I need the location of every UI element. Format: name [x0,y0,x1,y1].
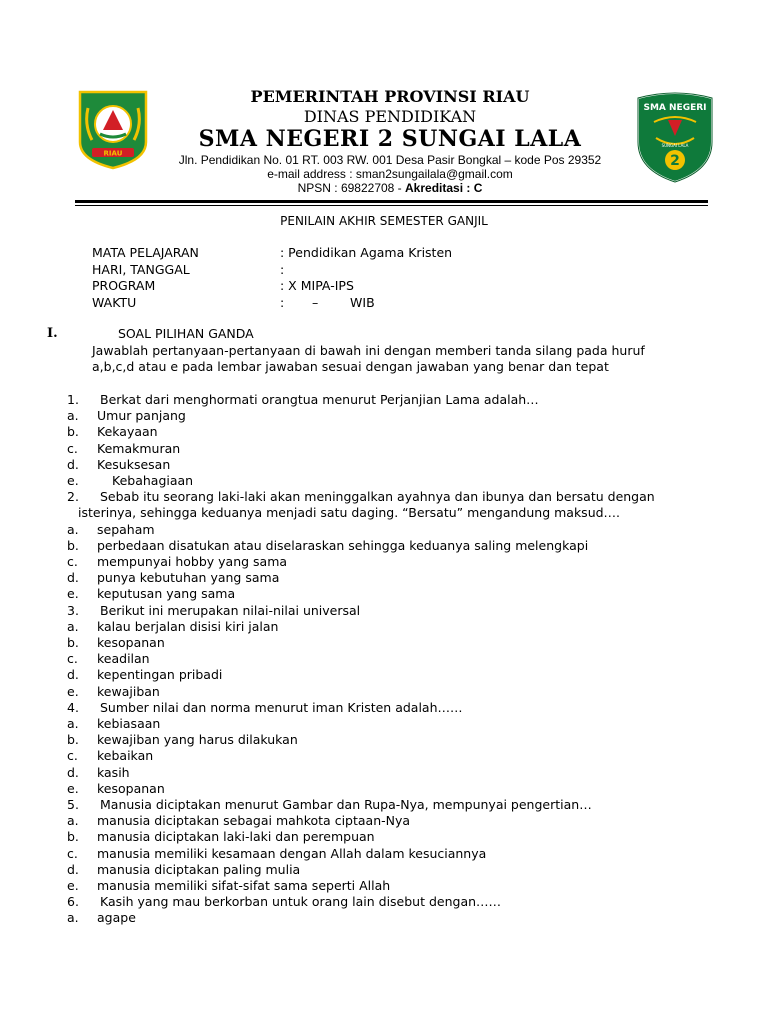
option-text: Umur panjang [97,408,186,424]
meta-label: PROGRAM [92,278,156,293]
riau-emblem-label: RIAU [103,149,123,158]
option-letter: a. [67,408,79,424]
meta-label: WAKTU [92,295,137,310]
header-email: e-mail address : sman2sungailala@gmail.com [267,167,513,181]
option-letter: e. [67,780,79,796]
option-letter: e. [67,683,79,699]
question-text: Berikut ini merupakan nilai-nilai universal [100,602,361,618]
question-number: 2. [67,489,79,505]
question-text: Kasih yang mau berkorban untuk orang lain disebut dengan…… [100,894,502,910]
header-divider-thick [75,200,708,203]
question-text: Sumber nilai dan norma menurut iman Kristen adalah…… [100,699,463,715]
meta-value: : Pendidikan Agama Kristen [280,245,453,260]
option-text: manusia memiliki kesamaan dengan Allah dalam kesuciannya [97,845,487,861]
option-text: kepentingan pribadi [97,667,223,683]
option-letter: c. [67,554,78,569]
question-number: 3. [67,602,79,618]
question-number: 1. [67,392,79,407]
meta-value: : – WIB [280,295,375,310]
option-text: kesopanan [97,635,165,650]
header-npsn: NPSN : 69822708 - [297,181,406,195]
option-text: Kesuksesan [97,456,171,472]
question-number: 5. [67,797,79,812]
option-letter: c. [67,748,78,764]
riau-emblem-icon [78,90,148,170]
option-letter: b. [67,537,79,553]
question-number: 6. [67,894,79,910]
option-letter: c. [67,440,78,456]
question-text-continued: isterinya, sehingga keduanya menjadi satu daging. “Bersatu” mengandung maksud…. [78,505,621,521]
shield-number: 2 [670,153,680,169]
meta-label: MATA PELAJARAN [92,245,199,260]
option-letter: e. [67,878,79,893]
header-government: PEMERINTAH PROVINSI RIAU [250,87,530,106]
option-letter: b. [67,635,79,650]
option-text: kebiasaan [97,716,161,731]
option-text: keputusan yang sama [97,586,236,602]
header-school-name: SMA NEGERI 2 SUNGAI LALA [198,126,582,152]
option-text: manusia diciptakan laki-laki dan perempuan [97,829,375,845]
section-title: SOAL PILIHAN GANDA [118,326,254,341]
option-letter: a. [67,716,79,731]
option-letter: d. [67,764,79,780]
header-accreditation: Akreditasi : C [405,181,483,195]
option-letter: b. [67,424,79,440]
option-letter: b. [67,732,79,748]
option-letter: a. [67,618,79,634]
option-text: keadilan [97,651,150,667]
option-text: Kebahagiaan [112,473,194,488]
option-text: kalau berjalan disisi kiri jalan [97,618,279,634]
exam-title: PENILAIN AKHIR SEMESTER GANJIL [280,214,488,228]
option-text: sepaham [97,521,155,537]
option-letter: b. [67,829,79,845]
option-letter: d. [67,667,79,683]
option-letter: d. [67,456,79,472]
instruction-line: a,b,c,d atau e pada lembar jawaban sesuai dengan jawaban yang benar dan tepat [92,359,609,374]
option-text: agape [97,910,136,926]
option-text: manusia diciptakan sebagai mahkota ciptaan-Nya [97,813,411,829]
option-letter: a. [67,813,79,829]
question-text: Sebab itu seorang laki-laki akan meninggalkan ayahnya dan ibunya dan bersatu dengan [100,489,655,505]
meta-label: HARI, TANGGAL [92,262,190,277]
meta-value: : X MIPA-IPS [280,278,354,293]
option-letter: e. [67,473,79,488]
option-text: mempunyai hobby yang sama [97,554,288,569]
shield-top-label: SMA NEGERI [643,103,707,113]
instruction-line: Jawablah pertanyaan-pertanyaan di bawah ini dengan memberi tanda silang pada huruf [92,343,645,358]
option-letter: a. [67,910,79,926]
option-text: kesopanan [97,780,165,796]
option-text: Kemakmuran [97,440,181,456]
option-text: kebaikan [97,748,154,764]
meta-value: : [280,262,285,277]
question-text: Manusia diciptakan menurut Gambar dan Rupa-Nya, mempunyai pengertian… [100,797,592,812]
option-text: Kekayaan [97,424,158,440]
shield-mid-label: SUNGAI LALA [661,143,689,148]
option-letter: d. [67,861,79,877]
option-text: manusia memiliki sifat-sifat sama seperti Allah [97,878,391,893]
option-letter: c. [67,845,78,861]
header-divider-thin [75,205,708,206]
question-number: 4. [67,699,79,715]
question-text: Berkat dari menghormati orangtua menurut Perjanjian Lama adalah… [100,392,539,407]
option-text: perbedaan disatukan atau diselaraskan sehingga keduanya saling melengkapi [97,537,589,553]
header-department: DINAS PENDIDIKAN [303,107,477,126]
option-text: kewajiban yang harus dilakukan [97,732,298,748]
option-text: manusia diciptakan paling mulia [97,861,301,877]
section-number: I. [47,326,58,341]
option-text: kasih [97,764,130,780]
header-npsn-line [150,181,630,195]
option-letter: d. [67,570,79,586]
option-text: kewajiban [97,683,160,699]
school-shield-icon [634,92,716,184]
option-text: punya kebutuhan yang sama [97,570,280,586]
option-letter: e. [67,586,79,602]
option-letter: c. [67,651,78,667]
option-letter: a. [67,521,79,537]
header-address: Jln. Pendidikan No. 01 RT. 003 RW. 001 Desa Pasir Bongkal – kode Pos 29352 [178,153,602,167]
